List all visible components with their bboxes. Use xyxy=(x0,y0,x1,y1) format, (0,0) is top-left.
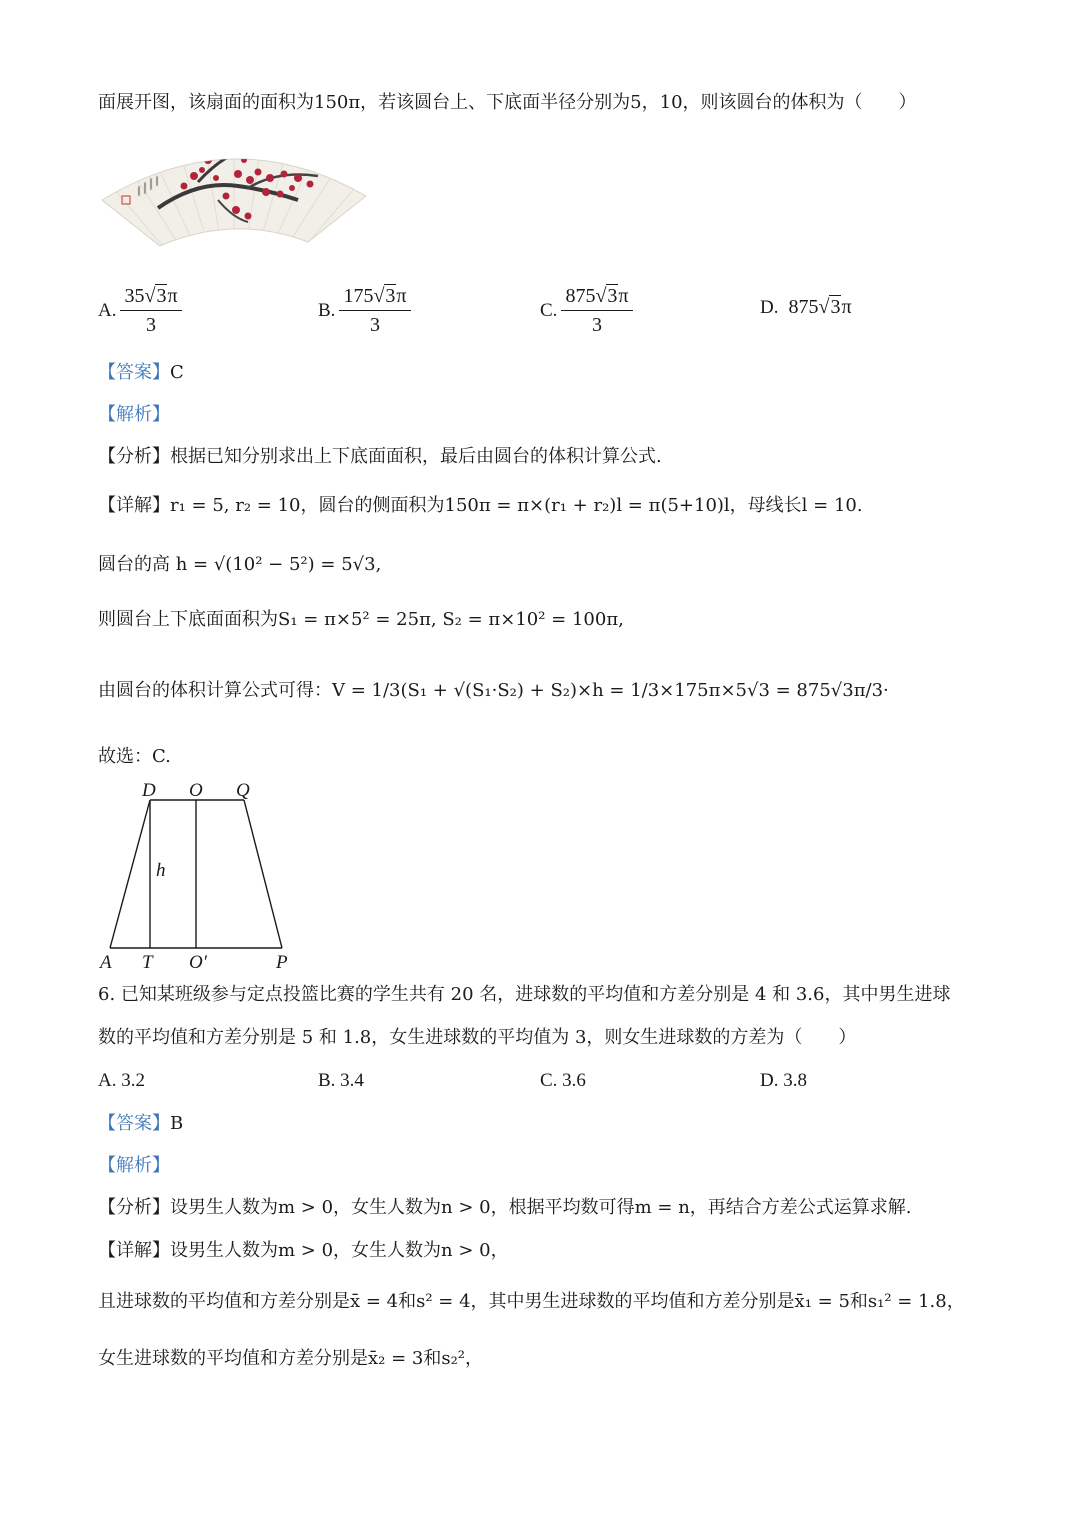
label-Q: Q xyxy=(236,780,250,801)
trapezoid-figure xyxy=(96,776,306,976)
q6-stem-line2: 数的平均值和方差分别是 5 和 1.8，女生进球数的平均值为 3，则女生进球数的方差为（ ） xyxy=(98,1027,857,1048)
q6-fenxi: 【分析】设男生人数为m > 0，女生人数为n > 0，根据平均数可得m = n，再结合方差公式运算求解. xyxy=(98,1197,912,1218)
label-O: O xyxy=(189,780,203,801)
q5-option-d: D. 875√3π xyxy=(760,296,852,318)
q6-option-d: D. 3.8 xyxy=(760,1070,807,1091)
q5-option-b: B. $\frac{175√3\pi}{3}$ xyxy=(318,284,415,337)
q6-option-b: B. 3.4 xyxy=(318,1070,364,1091)
q5-fenxi: 【分析】根据已知分别求出上下底面面积，最后由圆台的体积计算公式. xyxy=(98,446,662,467)
label-D: D xyxy=(142,780,156,801)
q5-step1: 【详解】r₁ = 5, r₂ = 10，圆台的侧面积为150π = π×(r₁ + r₂)l = π(5+10)l，母线长l = 10. xyxy=(98,495,863,516)
q6-step3: 女生进球数的平均值和方差分别是x̄₂ = 3和s₂²， xyxy=(98,1348,484,1369)
label-P: P xyxy=(276,952,288,973)
q6-answer xyxy=(98,1111,183,1137)
answer-value: C xyxy=(170,362,184,383)
answer-value: B xyxy=(170,1113,184,1134)
q5-answer xyxy=(98,360,184,386)
q5-volume-formula: V = 1/3(S₁ + √(S₁·S₂) + S₂)×h = 1/3×175π×5√3 = 875√3π/3· xyxy=(332,680,889,701)
q5-step1-formula: r₁ = 5, r₂ = 10，圆台的侧面积为150π = π×(r₁ + r₂)l = π(5+10)l，母线长l = 10. xyxy=(170,495,863,516)
answer-tag: 【答案】 xyxy=(98,362,170,383)
q6-analysis-tag: 【解析】 xyxy=(98,1155,170,1176)
label-h: h xyxy=(156,860,166,881)
answer-tag: 【答案】 xyxy=(98,1113,170,1134)
label-O-prime: O′ xyxy=(189,952,207,973)
q5-option-a: A. $\frac{35√3\pi}{3}$ xyxy=(98,284,186,337)
fan-painting-image xyxy=(98,130,370,260)
q5-analysis-tag: 【解析】 xyxy=(98,404,170,425)
q6-stem-line1: 6. 已知某班级参与定点投篮比赛的学生共有 20 名，进球数的平均值和方差分别是 4 和 3.6，其中男生进球 xyxy=(98,984,951,1005)
q5-stem: 面展开图，该扇面的面积为150π，若该圆台上、下底面半径分别为5，10，则该圆台的体积为（ ） xyxy=(98,92,917,113)
label-A: A xyxy=(100,952,112,973)
q5-step4: 由圆台的体积计算公式可得：V = 1/3(S₁ + √(S₁·S₂) + S₂)×h = 1/3×175π×5√3 = 875√3π/3· xyxy=(98,680,889,701)
q6-option-a: A. 3.2 xyxy=(98,1070,145,1091)
label-T: T xyxy=(142,952,153,973)
q5-conclusion: 故选：C. xyxy=(98,746,171,767)
q5-option-c: C. $\frac{875√3\pi}{3}$ xyxy=(540,284,637,337)
q5-step3: 则圆台上下底面面积为S₁ = π×5² = 25π, S₂ = π×10² = 100π, xyxy=(98,609,624,630)
q6-step2: 且进球数的平均值和方差分别是x̄ = 4和s² = 4，其中男生进球数的平均值和方差分别是x̄₁ = 5和s₁² = 1.8， xyxy=(98,1291,965,1312)
q6-option-c: C. 3.6 xyxy=(540,1070,586,1091)
q6-step1: 【详解】设男生人数为m > 0，女生人数为n > 0， xyxy=(98,1240,509,1261)
q5-step2: 圆台的高 h = √(10² − 5²) = 5√3, xyxy=(98,554,382,575)
